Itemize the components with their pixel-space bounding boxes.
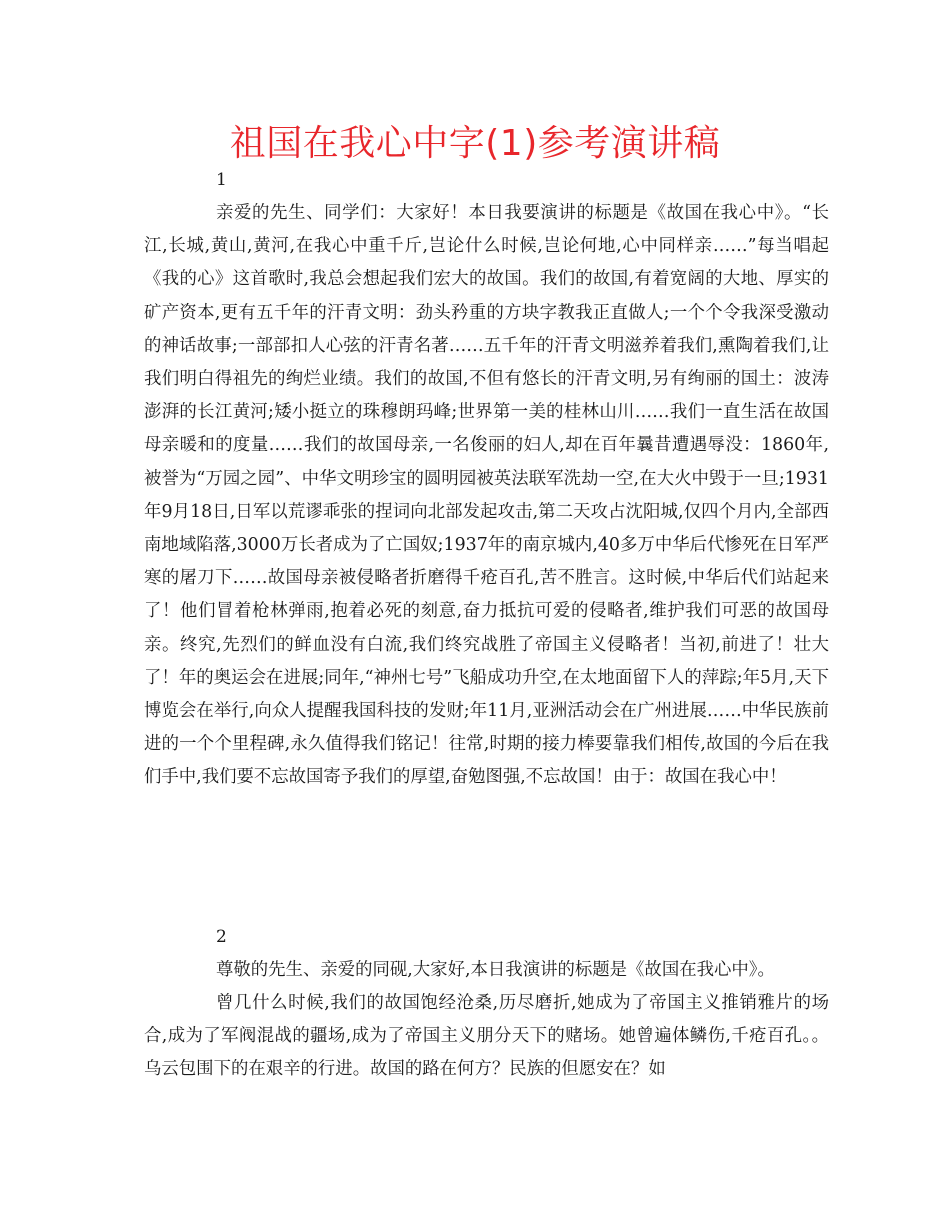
section-number-1: 1	[216, 170, 227, 190]
document-title: 祖国在我心中字(1)参考演讲稿	[229, 123, 721, 164]
section-2-paragraph-2: 曾几什么时候,我们的故国饱经沧桑,历尽磨折,她成为了帝国主义推销雅片的场合,成为了军阀混战的疆场,成为了帝国主义朋分天下的赌场。她曾遍体鳞伤,千疮百孔。。乌云包围下的在艰辛的行进。故国的路在何方？民族的但愿安在？如	[144, 993, 829, 1080]
section-number-2: 2	[216, 927, 227, 947]
section-1-paragraph-1: 亲爱的先生、同学们：大家好！本日我要演讲的标题是《故国在我心中》。“长江,长城,黄山,黄河,在我心中重千斤,岂论什么时候,岂论何地,心中同样亲……”每当唱起《我的心》这首歌时,我总会想起我们宏大的故国。我们的故国,有着宽阔的大地、厚实的矿产资本,更有五千年的汗青文明：劲头矜重的方块字教我正直做人;一个个令我深受激动的神话故事;一部部扣人心弦的汗青名著……五千年的汗青文明滋养着我们,熏陶着我们,让我们明白得祖先的绚烂业绩。我们的故国,不但有悠长的汗青文明,另有绚丽的国土：波涛澎湃的长江黄河;矮小挺立的珠穆朗玛峰;世界第一美的桂林山川……我们一直生活在故国母亲暖和的度量……我们的故国母亲,一名俊丽的妇人,却在百年曩昔遭遇辱没：1860年,被誉为“万园之园”、中华文明珍宝的圆明园被英法联军洗劫一空,在大火中毁于一旦;1931年9月18日,日军以荒谬乖张的捏词向北部发起攻击,第二天攻占沈阳城,仅四个月内,全部西南地域陷落,3000万长者成为了亡国奴;1937年的南京城内,40多万中华后代惨死在日军严寒的屠刀下……故国母亲被侵略者折磨得千疮百孔,苦不胜言。这时候,中华后代们站起来了！他们冒着枪林弹雨,抱着必死的刻意,奋力抵抗可爱的侵略者,维护我们可恶的故国母亲。终究,先烈们的鲜血没有白流,我们终究战胜了帝国主义侵略者！当初,前进了！壮大了！年的奥运会在进展;同年,“神州七号”飞船成功升空,在太地面留下人的萍踪;年5月,天下博览会在举行,向众人提醒我国科技的发财;年11月,亚洲活动会在广州进展……中华民族前进的一个个里程碑,永久值得我们铭记！往常,时期的接力棒要靠我们相传,故国的今后在我们手中,我们要不忘故国寄予我们的厚望,奋勉图强,不忘故国！由于：故国在我心中！	[144, 203, 829, 788]
section-2-paragraph-1: 尊敬的先生、亲爱的同砚,大家好,本日我演讲的标题是《故国在我心中》。	[216, 960, 775, 980]
